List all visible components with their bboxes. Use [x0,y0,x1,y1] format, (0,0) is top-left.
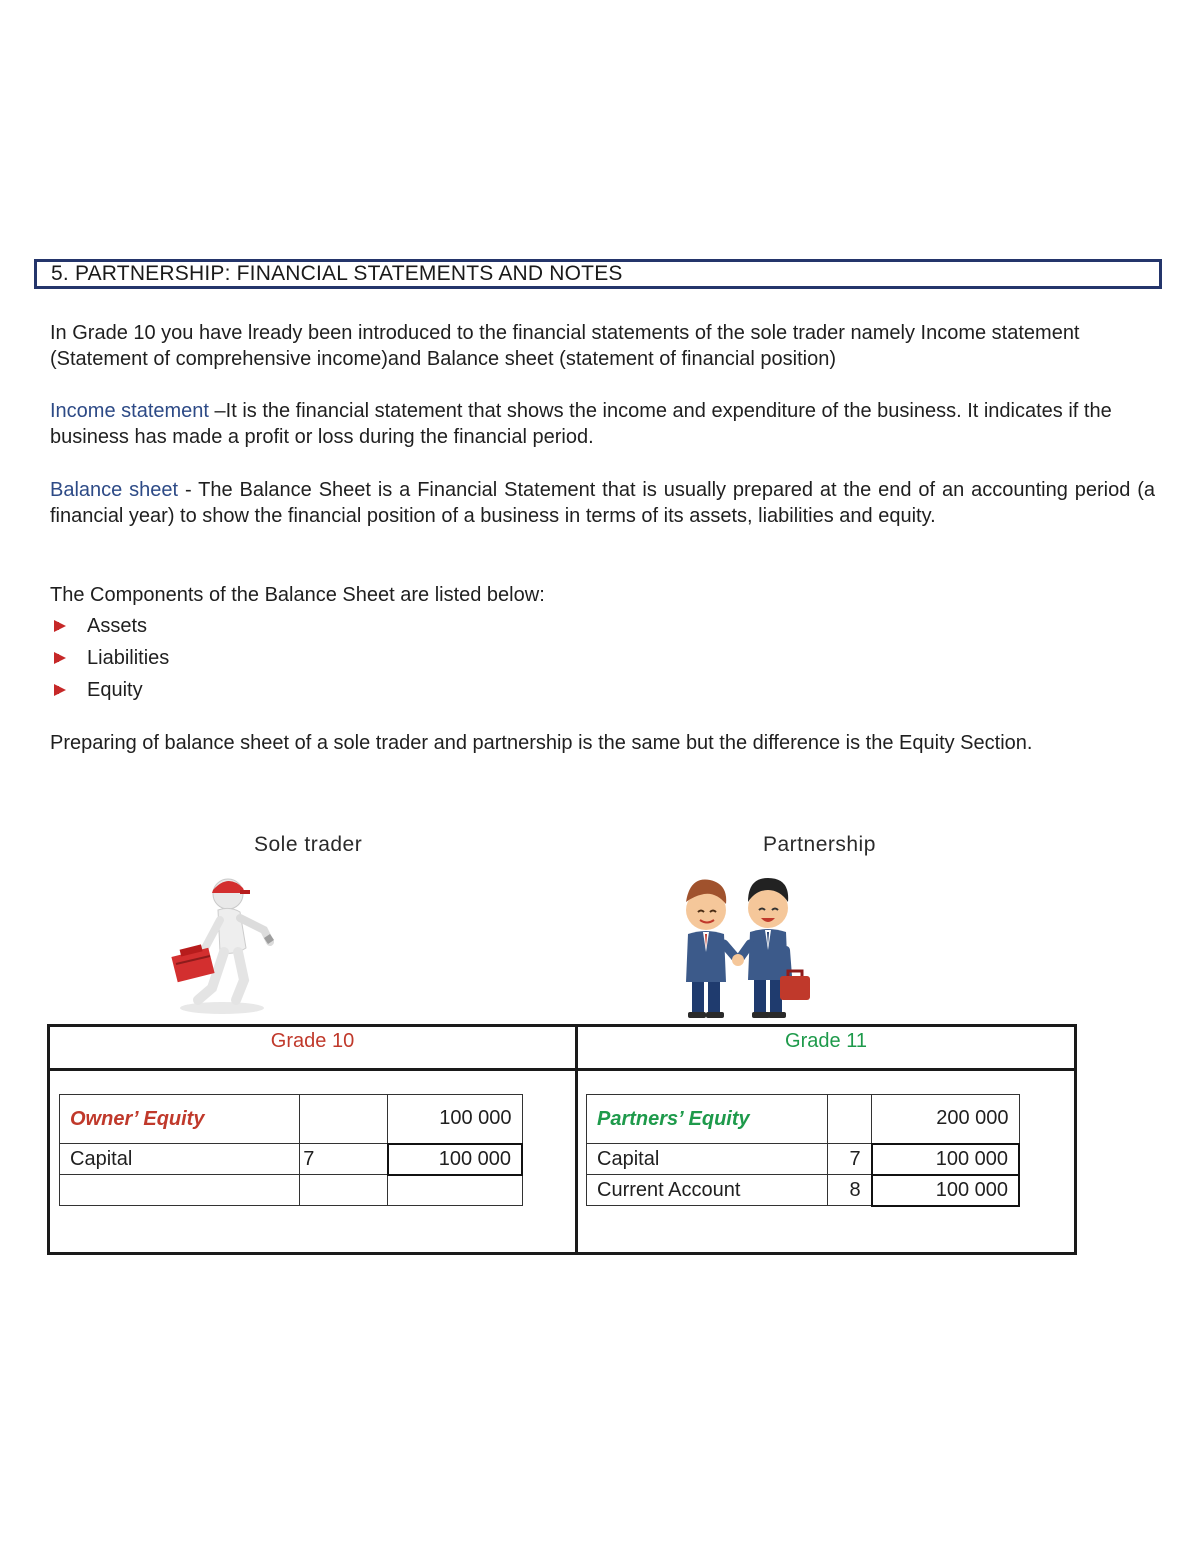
income-statement-paragraph [50,398,1155,450]
balance-sheet-definition: - The Balance Sheet is a Financial Statement that is usually prepared at the end of an accounting period (a financial year) to show the financial position of a business in terms of its assets, liabilities and equity. [50,479,1155,527]
partnership-label: Partnership [763,833,876,856]
row-note: 7 [300,1144,388,1175]
row-label: Current Account [587,1175,828,1206]
table-row [60,1095,523,1144]
row-note: 7 [828,1144,872,1175]
components-list [50,613,169,709]
intro-paragraph: In Grade 10 you have lready been introduced to the financial statements of the sole trader namely Income statement (Statement of comprehensive income)and Balance sheet (statement of financial position) [50,322,1080,370]
owner-equity-table [59,1094,523,1206]
row-label [60,1175,300,1206]
components-intro: The Components of the Balance Sheet are listed below: [50,584,545,606]
list-item: Equity [50,677,169,709]
list-item: Assets [50,613,169,645]
owner-equity-total: 100 000 [388,1095,522,1144]
grade-11-heading: Grade 11 [785,1030,867,1052]
balance-sheet-term: Balance sheet [50,479,179,501]
income-statement-term: Income statement [50,400,209,422]
table-row [587,1095,1020,1144]
table-row [587,1175,1020,1206]
arrow-bullet-icon [54,652,66,664]
row-value: 100 000 [872,1144,1019,1175]
row-label: Capital [60,1144,300,1175]
list-item: Liabilities [50,645,169,677]
row-note: 8 [828,1175,872,1206]
row-note [300,1175,388,1206]
comparison-note: Preparing of balance sheet of a sole trader and partnership is the same but the difference is the Equity Section. [50,732,1033,754]
table-row [60,1175,523,1206]
balance-sheet-paragraph [50,477,1155,529]
income-statement-definition: –It is the financial statement that shows the income and expenditure of the business. It indicates if the business has made a profit or loss during the financial period. [50,400,1112,448]
table-row [587,1144,1020,1175]
sole-trader-label: Sole trader [254,833,363,856]
row-value: 100 000 [872,1175,1019,1206]
row-value [388,1175,522,1206]
equity-comparison-table [47,1024,1077,1255]
arrow-bullet-icon [54,684,66,696]
partners-equity-title: Partners’ Equity [587,1095,828,1144]
sole-trader-illustration [160,868,290,1018]
row-label: Capital [587,1144,828,1175]
grade-10-heading: Grade 10 [270,1030,355,1052]
partners-equity-total: 200 000 [872,1095,1019,1144]
table-row [60,1144,523,1175]
section-heading: 5. PARTNERSHIP: FINANCIAL STATEMENTS AND NOTES [34,259,1162,289]
owner-equity-title: Owner’ Equity [60,1095,300,1144]
partners-equity-table [586,1094,1020,1207]
partnership-illustration [676,872,816,1022]
row-value: 100 000 [388,1144,522,1175]
arrow-bullet-icon [54,620,66,632]
